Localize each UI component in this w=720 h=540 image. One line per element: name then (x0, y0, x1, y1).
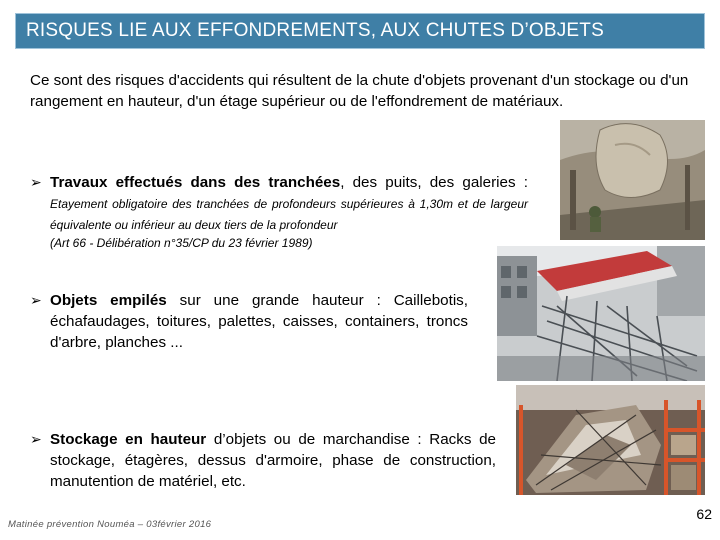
arrow-bullet-icon: ➢ (30, 431, 42, 447)
bullet-bold: Objets empilés (50, 292, 167, 309)
bullet-stacked-objects (30, 290, 468, 353)
bullet-text: , des puits, des galeries : (340, 174, 528, 191)
bullet-text: d’objets ou de marchandise : Racks de stockage, étagères, dessus d'armoire, phase de construction, manutention de matériel, etc. (50, 431, 496, 490)
trench-collapse-photo (560, 120, 705, 240)
collapsed-racks-photo (516, 385, 705, 495)
page-number: 62 (696, 506, 712, 522)
intro-paragraph: Ce sont des risques d'accidents qui résultent de la chute d'objets provenant d'un stockage ou d'un rangement en hauteur, d'un étage supérieur ou de l'effondrement de matériaux. (30, 72, 689, 110)
bullet-bold: Travaux effectués dans des tranchées (50, 174, 341, 191)
scaffolding-collapse-photo (497, 246, 705, 381)
bullet-trenches (30, 172, 528, 251)
bullet-bold: Stockage en hauteur (50, 431, 207, 448)
bullet-small-text: Etayement obligatoire des tranchées de profondeurs supérieures à 1,30m et de largeur équivalente ou inférieur au deux tiers de la profondeur (50, 197, 528, 232)
title-bar (15, 13, 705, 49)
bullet-high-storage (30, 429, 496, 492)
bullet-reference: (Art 66 - Délibération n°35/CP du 23 février 1989) (50, 236, 313, 250)
footer-text: Matinée prévention Nouméa – 03février 2016 (8, 519, 212, 530)
slide-title: RISQUES LIE AUX EFFONDREMENTS, AUX CHUTES D’OBJETS (26, 20, 604, 41)
bullet-text: sur une grande hauteur : Caillebotis, échafaudages, toitures, palettes, caisses, containers, troncs d'arbre, planches ... (50, 292, 469, 351)
arrow-bullet-icon: ➢ (30, 174, 42, 190)
arrow-bullet-icon: ➢ (30, 292, 42, 308)
